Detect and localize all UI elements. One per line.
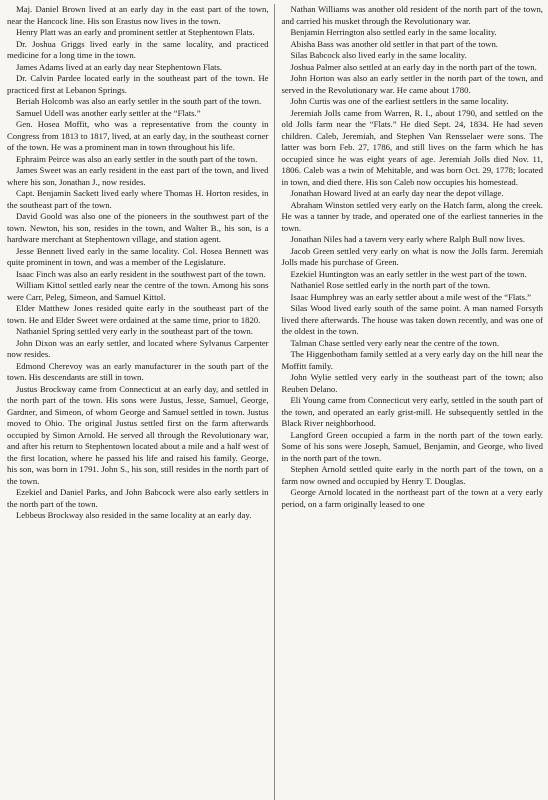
settler-paragraph: Langford Green occupied a farm in the north part of the town early. Some of his sons were Joseph, Samuel, Benjamin, and George, who lived in the north part of the town. (281, 429, 543, 463)
settler-paragraph: Jeremiah Jolls came from Warren, R. I., about 1790, and settled on the old Jolls farm near the “Flats.” He died Sept. 24, 1834. He had seven children. Caleb, Jeremiah, and Stephen Van Rensselaer were sons. The latter was born Feb. 27, 1786, and still lives on the farm which he has occupied since he was eight years of age. Jeremiah Jolls died Nov. 11, 1806. Caleb was a twin of Mehitable, and was born Oct. 29, 1778; located in town, and died there. His son Caleb now occupies his homestead. (281, 107, 543, 187)
settler-paragraph: Benjamin Herrington also settled early in the same locality. (290, 27, 497, 37)
two-column-layout (7, 4, 543, 800)
settler-paragraph: Dr. Calvin Pardee located early in the southeast part of the town. He practiced first at Lebanon Springs. (7, 73, 269, 95)
settler-paragraph: Stephen Arnold settled quite early in the north part of the town, on a farm now owned and occupied by Henry T. Douglas. (281, 464, 543, 486)
settler-paragraph: Jesse Bennett lived early in the same locality. Col. Hosea Bennett was quite prominent in town, and was a member of the Legislature. (7, 245, 269, 267)
settler-paragraph: Lebbeus Brockway also resided in the same locality at an early day. (16, 510, 252, 520)
right-column (281, 4, 543, 510)
settler-paragraph: Elder Matthew Jones resided quite early in the southeast part of the town. He and Elder Sweet were ordained at the same time, prior to 1820. (7, 303, 269, 325)
settler-paragraph: Maj. Daniel Brown lived at an early day in the east part of the town, near the Hancock line. His son Erastus now lives in the town. (7, 4, 269, 26)
settler-paragraph: Nathaniel Rose settled early in the north part of the town. (290, 280, 490, 290)
settler-paragraph: Silas Wood lived early south of the same point. A man named Forsyth lived there afterwards. The house was taken down recently, and was one of the oldest in the town. (281, 303, 543, 336)
settler-paragraph: Silas Babcock also lived early in the same locality. (290, 50, 467, 60)
settler-paragraph: Abisha Bass was another old settler in that part of the town. (290, 38, 498, 49)
settler-paragraph: Capt. Benjamin Sackett lived early where Thomas H. Horton resides, in the southeast part of the town. (7, 188, 269, 210)
settler-paragraph: Nathan Williams was another old resident of the north part of the town, and carried his musket through the Revolutionary war. (281, 4, 543, 26)
settler-paragraph: Samuel Udell was another early settler at the “Flats.” (16, 107, 201, 118)
settler-paragraph: Ezekiel and Daniel Parks, and John Babcock were also early settlers in the north part of the town. (7, 487, 269, 509)
settler-paragraph: Jonathan Howard lived at an early day near the depot village. (290, 188, 504, 198)
settler-paragraph: John Curtis was one of the earliest settlers in the same locality. (290, 96, 509, 106)
settler-paragraph: Gen. Hosea Moffit, who was a representative from the county in Congress from 1813 to 1817, lived, at an early day, in the southeast corner of the town. He was a prominent man in town throughout his life. (7, 119, 269, 152)
settler-paragraph: Nathaniel Spring settled very early in the southeast part of the town. (16, 326, 253, 336)
settler-paragraph: Edmond Cherevoy was an early manufacturer in the south part of the town. His descendants are still in town. (7, 360, 269, 382)
settler-paragraph: James Sweet was an early resident in the east part of the town, and lived where his son, Jonathan J., now resides. (7, 165, 269, 187)
settler-paragraph: Henry Platt was an early and prominent settler at Stephentown Flats. (16, 27, 255, 37)
settler-paragraph: William Kittol settled early near the centre of the town. Among his sons were Carr, Peleg, Simeon, and Samuel Kittol. (7, 280, 269, 302)
settler-paragraph: Abraham Winston settled very early on the Hatch farm, along the creek. He was a tanner by trade, and operated one of the earliest tanneries in the town. (281, 199, 543, 233)
settler-paragraph: John Wylie settled very early in the southeast part of the town; also Reuben Delano. (281, 372, 543, 394)
settler-paragraph: James Adams lived at an early day near Stephentown Flats. (16, 61, 223, 72)
settler-paragraph: Beriah Holcomb was also an early settler in the south part of the town. (16, 96, 262, 106)
settler-paragraph: George Arnold located in the northeast part of the town at a very early period, on a farm originally leased to one (281, 487, 543, 509)
column-divider (274, 4, 275, 800)
settler-paragraph: Isaac Finch was also an early resident in the southwest part of the town. (16, 268, 266, 279)
left-column (7, 4, 269, 522)
settler-paragraph: Justus Brockway came from Connecticut at an early day, and settled in the north part of the town. His sons were Justus, Jesse, Samuel, George, Gardner, and Simeon, of whom George and Samuel settled in town. Justus moved to Ohio. The original Justus settled first on the farm afterwards occupied by Simon Arnold. He served all through the Revolutionary war, and after his return to Stephentown located about a mile and a half west of the first location, where he passed his life and raised his family. George, his son, was born in 1791. John S., his son, still resides in the north part of the town. (7, 383, 269, 486)
settler-paragraph: Talman Chase settled very early near the centre of the town. (290, 337, 500, 348)
settler-paragraph: David Goold was also one of the pioneers in the southwest part of the town. Newton, his son, resides in the town, and Walter B., his son, is a hardware merchant at Stephentown village, and station agent. (7, 211, 269, 244)
settler-paragraph: Dr. Joshua Griggs lived early in the same locality, and practiced medicine for a long time in the town. (7, 38, 269, 60)
settler-paragraph: Joshua Palmer also settled at an early day in the north part of the town. (290, 61, 537, 72)
settler-paragraph: Ephraim Peirce was also an early settler in the south part of the town. (16, 153, 258, 164)
settler-paragraph: Isaac Humphrey was an early settler about a mile west of the “Flats.” (290, 291, 531, 302)
settler-paragraph: Ezekiel Huntington was an early settler in the west part of the town. (290, 268, 527, 279)
settler-paragraph: The Higgenbotham family settled at a very early day on the hill near the Moffitt family. (281, 349, 543, 371)
settler-paragraph: John Horton was also an early settler in the north part of the town, and served in the Revolutionary war. He came about 1780. (281, 73, 543, 95)
settler-paragraph: John Dixon was an early settler, and located where Sylvanus Carpenter now resides. (7, 337, 269, 359)
settler-paragraph: Eli Young came from Connecticut very early, settled in the south part of the town, and operated an early grist-mill. He subsequently settled in the Black River neighborhood. (281, 395, 543, 428)
settler-paragraph: Jacob Green settled very early on what is now the Jolls farm. Jeremiah Jolls made his purchase of Green. (281, 245, 543, 267)
settler-paragraph: Jonathan Niles had a tavern very early where Ralph Bull now lives. (290, 234, 525, 244)
